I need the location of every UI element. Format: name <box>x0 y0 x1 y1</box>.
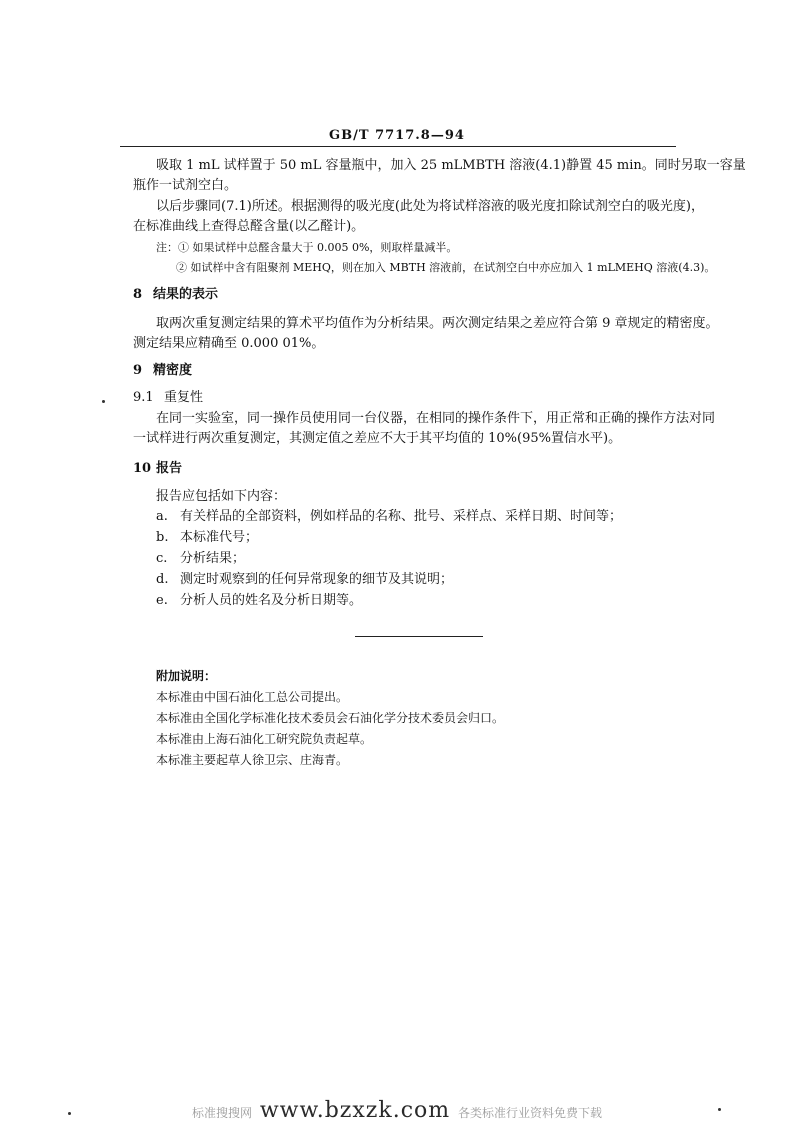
section-9-1-title: 重复性 <box>164 390 204 405</box>
watermark-url[interactable]: www.bzxzk.com <box>259 1098 451 1123</box>
section-8-line2: 测定结果应精确至 0.000 01%。 <box>133 336 325 351</box>
list-item-text: 分析人员的姓名及分析日期等。 <box>180 593 363 608</box>
appendix-line: 本标准由上海石油化工研究院负责起草。 <box>156 732 373 746</box>
section-9-1-line1: 在同一实验室，同一操作员使用同一台仪器，在相同的操作条件下，用正常和正确的操作方法对同 <box>156 411 716 426</box>
list-item-letter: e. <box>156 593 168 608</box>
list-item-letter: d. <box>156 572 169 587</box>
section-divider <box>355 636 483 637</box>
list-item-letter: c. <box>156 551 168 566</box>
section-8-number: 8 <box>133 287 143 302</box>
section-9-number: 9 <box>133 363 143 378</box>
list-item-text: 本标准代号； <box>180 530 259 545</box>
p2-line1: 以后步骤同(7.1)所述。根据测得的吸光度(此处为将试样溶液的吸光度扣除试剂空白的吸光度)， <box>156 199 704 214</box>
appendix-title: 附加说明： <box>156 669 217 683</box>
appendix-line: 本标准由全国化学标准化技术委员会石油化学分技术委员会归口。 <box>156 711 505 725</box>
watermark-site-name: 标准搜搜网 <box>192 1106 253 1120</box>
list-item-text: 测定时观察到的任何异常现象的细节及其说明； <box>180 572 454 587</box>
section-9-1-line2: 一试样进行两次重复测定，其测定值之差应不大于其平均值的 10%(95%置信水平)。 <box>133 431 622 446</box>
appendix-line: 本标准主要起草人徐卫宗、庄海青。 <box>156 753 349 767</box>
standard-code-header: GB/T 7717.8—94 <box>329 128 465 143</box>
list-item-text: 有关样品的全部资料，例如样品的名称、批号、采样点、采样日期、时间等； <box>180 509 623 524</box>
list-item-text: 分析结果； <box>180 551 246 566</box>
list-item-letter: b. <box>156 530 169 545</box>
appendix-line: 本标准由中国石油化工总公司提出。 <box>156 690 349 704</box>
section-8-line1: 取两次重复测定结果的算术平均值作为分析结果。两次测定结果之差应符合第 9 章规定的精密度。 <box>156 316 719 331</box>
section-10-title: 报告 <box>156 461 183 476</box>
note-1: 注：① 如果试样中总醛含量大于 0.005 0%，则取样量减半。 <box>156 241 458 254</box>
watermark-slogan: 各类标准行业资料免费下载 <box>457 1106 602 1120</box>
p1-line2: 瓶作一试剂空白。 <box>133 178 238 193</box>
scan-speck <box>102 400 105 403</box>
p2-line2: 在标准曲线上查得总醛含量(以乙醛计)。 <box>133 219 365 234</box>
section-9-1-number: 9.1 <box>133 390 154 405</box>
watermark <box>0 1098 794 1123</box>
note-2: ② 如试样中含有阻聚剂 MEHQ，则在加入 MBTH 溶液前，在试剂空白中亦应加入 1 mLMEHQ 溶液(4.3)。 <box>176 261 716 274</box>
list-item-letter: a. <box>156 509 168 524</box>
header-rule <box>120 146 676 147</box>
section-10-intro: 报告应包括如下内容： <box>156 489 287 504</box>
section-9-title: 精密度 <box>153 363 193 378</box>
p1-line1: 吸取 1 mL 试样置于 50 mL 容量瓶中，加入 25 mLMBTH 溶液(4.1)静置 45 min。同时另取一容量 <box>156 158 746 173</box>
section-10-number: 10 <box>133 461 152 476</box>
section-8-title: 结果的表示 <box>153 287 219 302</box>
